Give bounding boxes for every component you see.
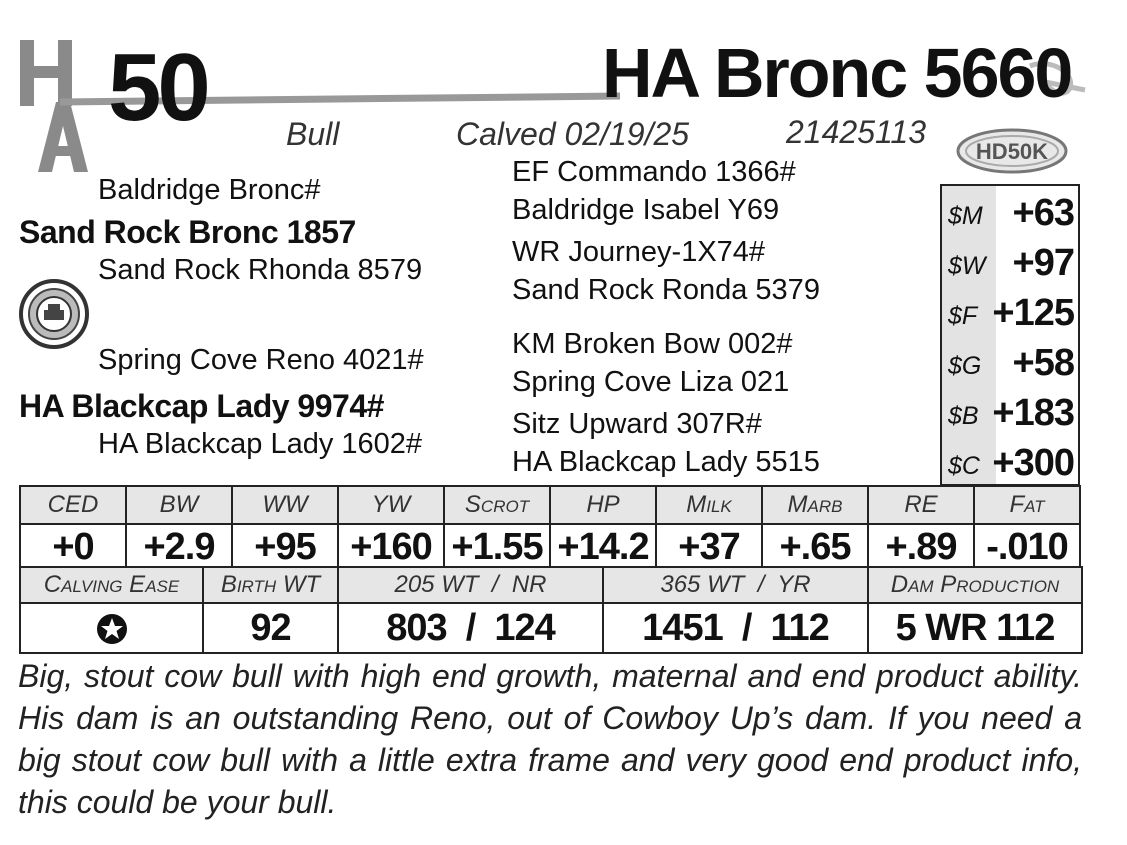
pedigree-great-grandparent: EF Commando 1366#: [512, 156, 796, 188]
index-row-m: [942, 188, 1082, 238]
pedigree-great-grandparent: Sand Rock Ronda 5379: [512, 274, 820, 306]
epd-value: +14.2: [550, 524, 656, 570]
epd-value-row: [20, 524, 1080, 570]
weaning-weight-ratio: 803 / 124: [338, 603, 603, 653]
sex-label: Bull: [286, 116, 340, 152]
epd-header: Fat: [974, 486, 1080, 524]
star-icon: [95, 612, 129, 646]
epd-table: [19, 485, 1081, 571]
index-value: +97: [1012, 242, 1074, 284]
epd-value: +2.9: [126, 524, 232, 570]
pedigree-great-grandparent: HA Blackcap Lady 5515: [512, 446, 820, 478]
dam-production: 5 WR 112: [868, 603, 1082, 653]
epd-value: -.010: [974, 524, 1080, 570]
index-row-f: [942, 288, 1082, 338]
epd-header: YW: [338, 486, 444, 524]
performance-header-row: [20, 567, 1082, 603]
index-value: +63: [1012, 192, 1074, 234]
performance-header: Dam Production: [868, 567, 1082, 603]
pedigree-sire-of-dam: Spring Cove Reno 4021#: [98, 344, 424, 376]
index-value: +183: [992, 392, 1074, 434]
certification-seal-icon: [18, 278, 90, 350]
index-label: $B: [948, 402, 979, 430]
epd-header: WW: [232, 486, 338, 524]
pedigree-dam-of-sire: Sand Rock Rhonda 8579: [98, 254, 423, 286]
yearling-weight-ratio: 1451 / 112: [603, 603, 868, 653]
epd-value: +95: [232, 524, 338, 570]
epd-header-row: [20, 486, 1080, 524]
epd-header: Scrot: [444, 486, 550, 524]
epd-value: +1.55: [444, 524, 550, 570]
dollar-index-box: [940, 184, 1080, 486]
epd-header: BW: [126, 486, 232, 524]
performance-header: Birth WT: [203, 567, 338, 603]
pedigree-great-grandparent: KM Broken Bow 002#: [512, 328, 793, 360]
pedigree-great-grandparent: WR Journey-1X74#: [512, 236, 766, 268]
pedigree-great-grandparent: Baldridge Isabel Y69: [512, 194, 780, 226]
brand-a-icon: [38, 102, 88, 172]
index-label: $G: [948, 352, 982, 380]
index-row-c: [942, 438, 1082, 488]
epd-value: +160: [338, 524, 444, 570]
birth-weight: 92: [203, 603, 338, 653]
index-value: +125: [992, 292, 1074, 334]
pedigree-sire: Sand Rock Bronc 1857: [19, 214, 356, 250]
performance-header: Calving Ease: [20, 567, 203, 603]
performance-header: 205 WT / NR: [338, 567, 603, 603]
hd50k-badge-label: HD50K: [975, 139, 1049, 164]
hd50k-badge-icon: [956, 128, 1068, 174]
index-row-b: [942, 388, 1082, 438]
performance-header: 365 WT / YR: [603, 567, 868, 603]
pedigree-dam-of-dam: HA Blackcap Lady 1602#: [98, 428, 423, 460]
epd-value: +0: [20, 524, 126, 570]
lot-number: 50: [108, 34, 207, 141]
performance-table: [19, 566, 1083, 654]
epd-header: Marb: [762, 486, 868, 524]
performance-value-row: [20, 603, 1082, 653]
animal-name: HA Bronc 5660: [602, 34, 1072, 112]
epd-value: +.65: [762, 524, 868, 570]
index-label: $M: [948, 202, 983, 230]
index-row-w: [942, 238, 1082, 288]
bull-description: Big, stout cow bull with high end growth, maternal and end product ability. His dam is an outstanding Reno, out of Cowboy Up’s dam. If you need a big stout cow bull with a little extra frame and very good end product info, this could be your bull.: [18, 658, 1082, 820]
epd-header: HP: [550, 486, 656, 524]
index-value: +300: [992, 442, 1074, 484]
index-row-g: [942, 338, 1082, 388]
epd-header: Milk: [656, 486, 762, 524]
epd-value: +.89: [868, 524, 974, 570]
index-label: $W: [948, 252, 986, 280]
index-value: +58: [1012, 342, 1074, 384]
calving-ease-cell: [20, 603, 203, 653]
pedigree-great-grandparent: Sitz Upward 307R#: [512, 408, 762, 440]
pedigree-sire-of-sire: Baldridge Bronc#: [98, 174, 321, 206]
index-label: $C: [948, 452, 980, 480]
registration-number: 21425113: [786, 114, 926, 150]
pedigree-dam: HA Blackcap Lady 9974#: [19, 388, 384, 424]
epd-header: RE: [868, 486, 974, 524]
index-label: $F: [948, 302, 978, 330]
epd-header: CED: [20, 486, 126, 524]
calved-date: Calved 02/19/25: [456, 116, 690, 152]
epd-value: +37: [656, 524, 762, 570]
pedigree-great-grandparent: Spring Cove Liza 021: [512, 366, 790, 398]
